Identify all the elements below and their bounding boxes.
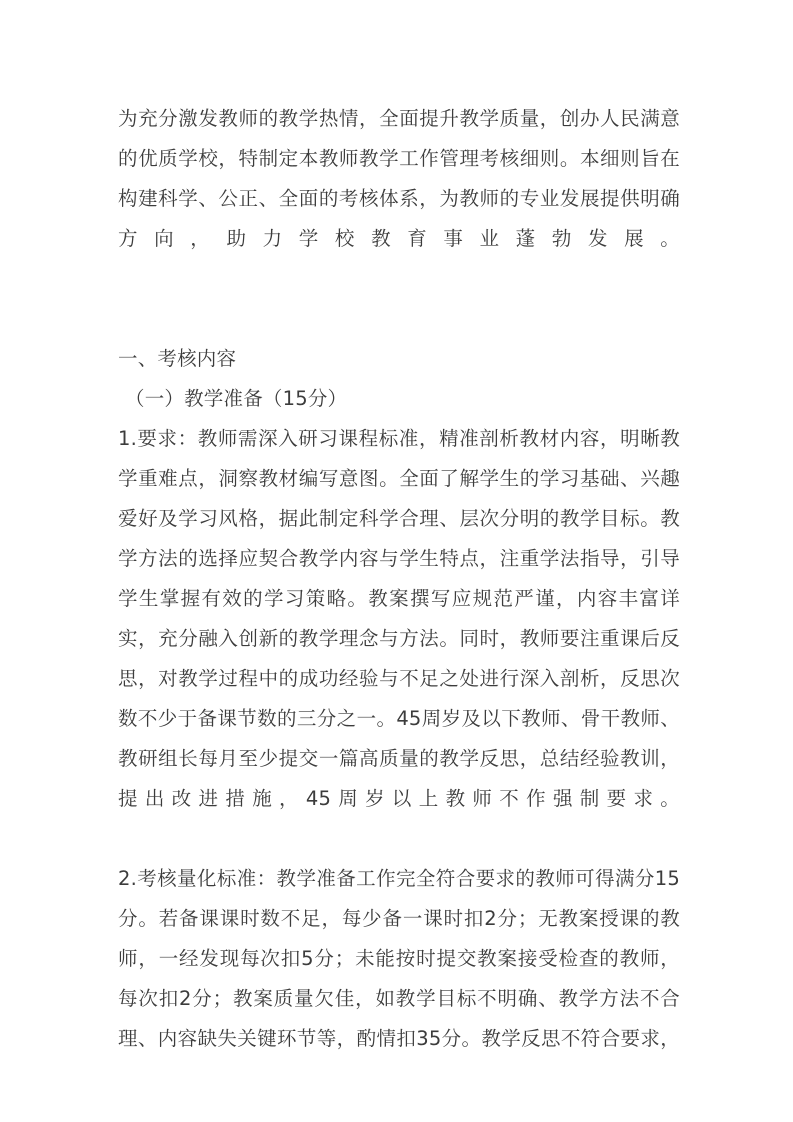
subsection-heading: （一）教学准备（15分）	[125, 387, 348, 410]
paragraph-spacer	[118, 299, 680, 339]
section-heading: 一、考核内容	[118, 347, 237, 370]
requirement-item-2: 2.考核量化标准：教学准备工作完全符合要求的教师可得满分15分。若备课课时数不足，每少备一课时扣2分；无教案授课的教师，一经发现每次扣5分；未能按时提交教案接受检查的教师，每次扣2分；教案质量欠佳，如教学目标不明确、教学方法不合理、内容缺失关键环节等，酌情扣35分。教学反思不符合要求，	[118, 867, 680, 1050]
requirement-item-1: 1.要求：教师需深入研习课程标准，精准剖析教材内容，明晰教学重难点，洞察教材编写意图。全面了解学生的学习基础、兴趣爱好及学习风格，据此制定科学合理、层次分明的教学目标。教学方法的选择应契合教学内容与学生特点，注重学法指导，引导学生掌握有效的学习策略。教案撰写应规范严谨，内容丰富详实，充分融入创新的教学理念与方法。同时，教师要注重课后反思，对教学过程中的成功经验与不足之处进行深入剖析，反思次数不少于备课节数的三分之一。45周岁及以下教师、骨干教师、教研组长每月至少提交一篇高质量的教学反思，总结经验教训，提出改进措施，45周岁以上教师不作强制要求。	[118, 427, 680, 810]
intro-paragraph: 为充分激发教师的教学热情，全面提升教学质量，创办人民满意的优质学校，特制定本教师教学工作管理考核细则。本细则旨在构建科学、公正、全面的考核体系，为教师的专业发展提供明确方向，助力学校教育事业蓬勃发展。	[118, 107, 680, 250]
document-body	[118, 99, 680, 1099]
